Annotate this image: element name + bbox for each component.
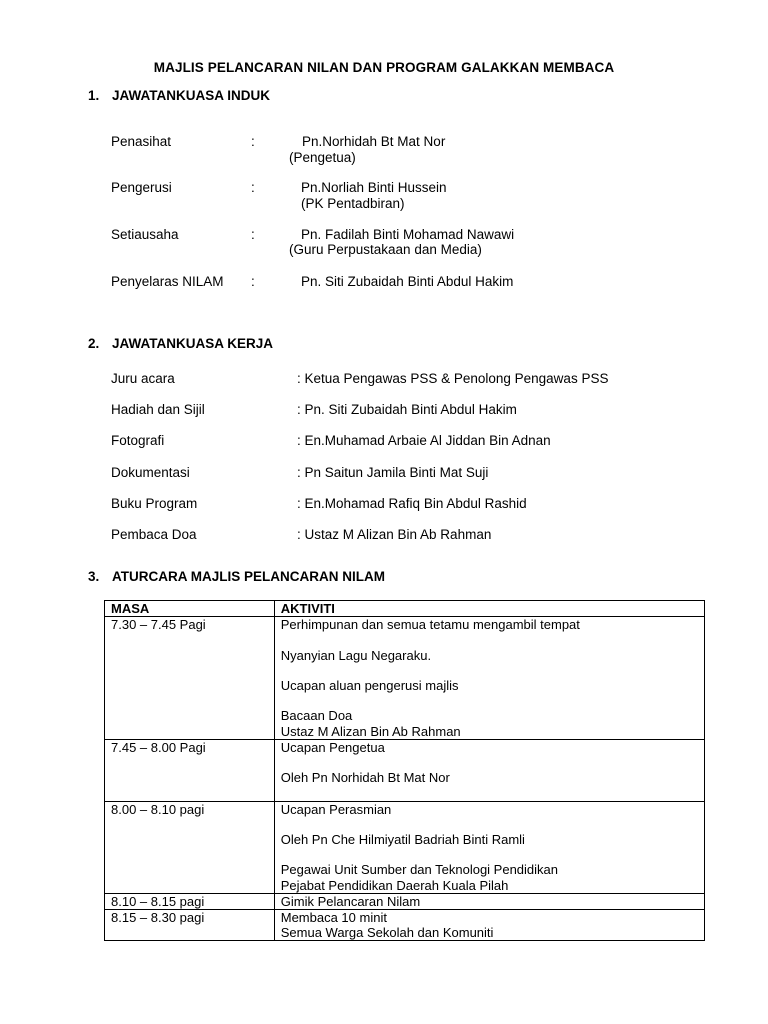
agenda-activity-line: Membaca 10 minit bbox=[280, 909, 387, 925]
agenda-activity-line: Ustaz M Alizan Bin Ab Rahman bbox=[280, 723, 461, 739]
section1-title: JAWATANKUASA INDUK bbox=[112, 88, 270, 103]
agenda-activity-line bbox=[281, 663, 698, 678]
section2-role: Dokumentasi bbox=[111, 465, 190, 480]
agenda-activity bbox=[274, 909, 704, 940]
agenda-row bbox=[105, 617, 705, 740]
agenda-table bbox=[104, 600, 705, 941]
agenda-activity-line: Semua Warga Sekolah dan Komuniti bbox=[280, 925, 494, 941]
agenda-row bbox=[105, 739, 705, 801]
section2-number: 2. bbox=[88, 336, 100, 351]
section1-role: Pengerusi bbox=[111, 180, 172, 195]
section2-role: Pembaca Doa bbox=[111, 527, 197, 542]
agenda-header-aktiviti: AKTIVITI bbox=[274, 601, 704, 617]
agenda-time: 8.00 – 8.10 pagi bbox=[105, 801, 275, 893]
agenda-activity-line: Ucapan Pengetua bbox=[280, 739, 385, 755]
section1-name: Pn.Norliah Binti Hussein bbox=[301, 180, 447, 195]
section2-value: : En.Mohamad Rafiq Bin Abdul Rashid bbox=[297, 496, 527, 511]
agenda-time: 8.10 – 8.15 pagi bbox=[105, 893, 275, 909]
agenda-activity bbox=[274, 801, 704, 893]
agenda-activity-line: Oleh Pn Che Hilmiyatil Badriah Binti Ramli bbox=[280, 831, 525, 847]
agenda-activity bbox=[274, 893, 704, 909]
section3-heading bbox=[88, 569, 385, 584]
agenda-activity-line: Pegawai Unit Sumber dan Teknologi Pendidikan bbox=[280, 862, 559, 878]
agenda-time: 7.30 – 7.45 Pagi bbox=[105, 617, 275, 740]
agenda-activity-line: Pejabat Pendidikan Daerah Kuala Pilah bbox=[280, 877, 509, 893]
section2-title: JAWATANKUASA KERJA bbox=[112, 336, 274, 351]
section1-colon: : bbox=[251, 227, 255, 242]
agenda-activity-line: Gimik Pelancaran Nilam bbox=[280, 893, 421, 909]
section1-name: Pn.Norhidah Bt Mat Nor bbox=[302, 134, 446, 149]
agenda-header-masa: MASA bbox=[105, 601, 275, 617]
agenda-time: 7.45 – 8.00 Pagi bbox=[105, 739, 275, 801]
section1-role: Penasihat bbox=[111, 134, 172, 149]
agenda-activity bbox=[274, 739, 704, 801]
section1-colon: : bbox=[251, 274, 255, 289]
section2-value: : Ketua Pengawas PSS & Penolong Pengawas PSS bbox=[297, 371, 609, 386]
section1-name: Pn. Siti Zubaidah Binti Abdul Hakim bbox=[301, 274, 514, 289]
section1-name: Pn. Fadilah Binti Mohamad Nawawi bbox=[301, 227, 515, 242]
section1-role: Penyelaras NILAM bbox=[111, 274, 224, 289]
section2-role: Buku Program bbox=[111, 496, 198, 511]
document-title: MAJLIS PELANCARAN NILAN DAN PROGRAM GALAKKAN MEMBACA bbox=[153, 60, 615, 75]
section3-number: 3. bbox=[88, 569, 100, 584]
section2-value: : Ustaz M Alizan Bin Ab Rahman bbox=[297, 527, 492, 542]
section3-title: ATURCARA MAJLIS PELANCARAN NILAM bbox=[112, 569, 385, 584]
section1-heading bbox=[88, 88, 270, 103]
agenda-time: 8.15 – 8.30 pagi bbox=[105, 909, 275, 940]
section2-role: Fotografi bbox=[111, 433, 165, 448]
section2-value: : En.Muhamad Arbaie Al Jiddan Bin Adnan bbox=[297, 433, 551, 448]
agenda-activity-line: Perhimpunan dan semua tetamu mengambil tempat bbox=[280, 617, 580, 633]
agenda-activity-line: Oleh Pn Norhidah Bt Mat Nor bbox=[280, 770, 450, 786]
section1-note: (Pengetua) bbox=[289, 150, 356, 165]
agenda-activity-line bbox=[281, 632, 698, 647]
section2-heading bbox=[88, 336, 273, 351]
section2-role: Hadiah dan Sijil bbox=[111, 402, 205, 417]
agenda-activity-line bbox=[281, 693, 698, 708]
agenda-activity-line: Ucapan aluan pengerusi majlis bbox=[280, 677, 459, 693]
section1-number: 1. bbox=[88, 88, 100, 103]
agenda-activity-line: Ucapan Perasmian bbox=[280, 801, 392, 817]
section1-colon: : bbox=[251, 134, 255, 149]
section1-role: Setiausaha bbox=[111, 227, 179, 242]
section1-colon: : bbox=[251, 180, 255, 195]
agenda-activity-line bbox=[281, 785, 698, 800]
agenda-header-row bbox=[105, 601, 705, 617]
section2-value: : Pn Saitun Jamila Binti Mat Suji bbox=[297, 465, 489, 480]
section2-value: : Pn. Siti Zubaidah Binti Abdul Hakim bbox=[297, 402, 517, 417]
agenda-row bbox=[105, 893, 705, 909]
agenda-row bbox=[105, 801, 705, 893]
agenda-activity-line: Bacaan Doa bbox=[280, 708, 353, 724]
agenda-activity-line bbox=[281, 817, 698, 832]
section2-role: Juru acara bbox=[111, 371, 175, 386]
agenda-activity-line bbox=[281, 847, 698, 862]
section1-note: (Guru Perpustakaan dan Media) bbox=[289, 242, 482, 257]
agenda-row bbox=[105, 909, 705, 940]
section1-note: (PK Pentadbiran) bbox=[301, 196, 405, 211]
agenda-activity bbox=[274, 617, 704, 740]
agenda-activity-line bbox=[281, 755, 698, 770]
agenda-activity-line: Nyanyian Lagu Negaraku. bbox=[280, 647, 432, 663]
